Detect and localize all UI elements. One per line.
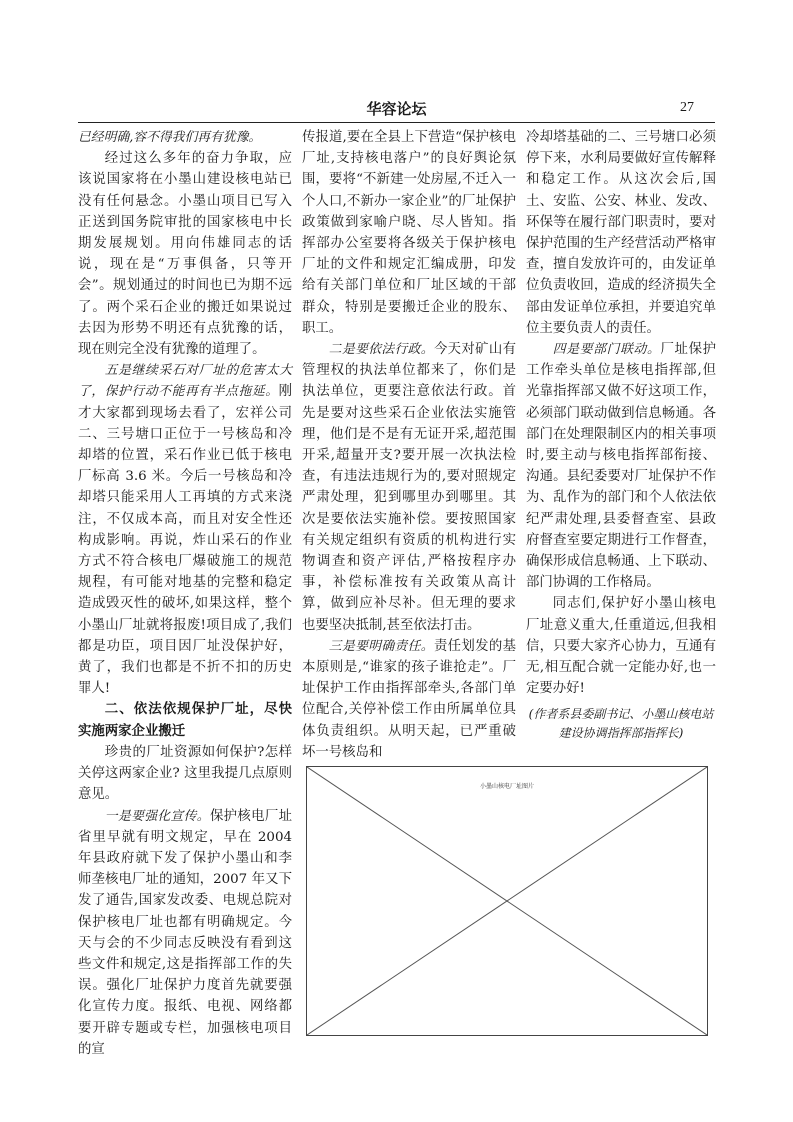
point-lead: 三是要明确责任。 [328,638,434,654]
paragraph [78,360,292,699]
column-3 [526,127,716,743]
image-placeholder [306,766,708,1036]
paragraph [526,339,716,593]
section-heading: 二、依法依规保护厂址，尽快实施两家企业搬迁 [78,702,292,739]
point-body: 保护核电厂址省里早就有明文规定，早在 2004 年县政府就下发了保护小墨山和李师垄核电厂址的通知，2007 年又下发了通告,国家发改委、电规总院对保护核电厂址也都有明确规定。今天与会的不少同志反映没有看到这些文件和规定,这是指挥部工作的失误。强化厂址保护力度首先就要强化宣传力度。报纸、电视、网络都要开辟专题或专栏，加强核电项目的宣 [78,808,293,1057]
point-lead: 一是要强化宣传。 [104,808,210,824]
placeholder-cross [307,767,707,1035]
journal-title: 华容论坛 [366,100,427,118]
paragraph: 传报道,要在全县上下营造“保护核电厂址,支持核电落户”的良好舆论氛围，要将“不新建一处房屋,不迁入一个人口,不新办一家企业”的厂址保护政策做到家喻户晓、尽人皆知。指挥部办公室要将各级关于保护核电厂址的文件和规定汇编成册，印发给有关部门单位和厂址区域的干部群众，特别是要搬迁企业的股东、职工。 [302,130,516,336]
paragraph: 已经明确,容不得我们再有犹豫。 [78,130,262,145]
paragraph: 经过这么多年的奋力争取，应该说国家将在小墨山建设核电站已没有任何悬念。小墨山项目已写入正送到国务院审批的国家核电中长期发展规划。用向伟雄同志的话说，现在是“万事俱备，只等开会”。规划通过的时间也已为期不远了。两个采石企业的搬迁如果说过去因为形势不明还有点犹豫的话，现在则完全没有犹豫的道理了。 [78,151,292,358]
point-body: 今天对矿山有管理权的执法单位都来了，你们是执法单位，更要注意依法行政。首先是要对这些采石企业依法实施管理，他们是不是有无证开采,超范围开采,超量开支?要开展一次执法检查，有违法违规行为的,要对照规定严肃处理，犯到哪里办到哪里。其次是要依法实施补偿。要按照国家有关规定组织有资质的机构进行实物调查和资产评估,严格按程序办事，补偿标准按有关政策从高计算，做到应补尽补。但无理的要求也要坚决抵制,甚至依法打击。 [302,342,517,633]
paragraph [302,636,516,763]
header-rule [78,122,715,123]
figure-caption: 小墨山核电厂址图片 [479,783,534,790]
point-body: 刚才大家都到现场去看了，宏祥公司二、三号塘口正位于一号核岛和冷却塔的位置，采石作业已低于核电厂标高 3.6 米。今后一号核岛和冷却塔只能采用人工再填的方式来浇注，不仅成本高，而且对安全性还构成影响。再说，炸山采石的作业方式不符合核电厂爆破施工的规范规程，有可能对地基的完整和稳定造成毁灭性的破坏,如果这样，整个小墨山厂址就将报废!项目成了,我们都是功臣，项目因厂址没保护好，黄了，我们也都是不折不扣的历史罪人! [78,384,292,697]
author-note-text: (作者系县委副书记、小墨山核电站建设协调指挥部指挥长) [528,707,714,741]
point-body: 厂址保护工作牵头单位是核电指挥部,但光靠指挥部又做不好这项工作，必须部门联动做到信息畅通。各部门在处理限制区内的相关事项时,要主动与核电指挥部衔接、沟通。县纪委要对厂址保护不作为、乱作为的部门和个人依法依纪严肃处理,县委督查室、县政府督查室要定期进行工作督查，确保形成信息畅通、上下联动、部门协调的工作格局。 [526,342,717,591]
point-lead: 四是要部门联动。 [552,342,661,358]
paragraph: 珍贵的厂址资源如何保护?怎样关停这两家企业? 这里我提几点原则意见。 [78,744,292,803]
column-2 [302,127,516,763]
author-note [526,705,716,743]
paragraph [302,339,516,636]
paragraph: 冷却塔基础的二、三号塘口必须停下来，水利局要做好宣传解释和稳定工作。从这次会后,国土、安监、公安、林业、发改、环保等在履行部门职责时，要对保护范围的生产经营活动严格审查，擅自发放许可的，由发证单位负责收回，造成的经济损失全部由发证单位承担，并要追究单位主要负责人的责任。 [526,130,716,336]
page-number: 27 [680,100,694,115]
point-body: 责任划发的基本原则是,“谁家的孩子谁抢走”。厂址保护工作由指挥部牵头,各部门单位配合,关停补偿工作由所属单位具体负责组织。从明天起，已严重破坏一号核岛和 [302,638,517,760]
paragraph: 同志们,保护好小墨山核电厂址意义重大,任重道远,但我相信，只要大家齐心协力，互通有无,相互配合就一定能办好,也一定要办好! [526,596,716,697]
point-lead: 二是要依法行政。 [328,342,434,358]
point-lead: 五是继续采石对厂址的危害太大了，保护行动不能再有半点拖延。 [78,363,292,400]
column-1 [78,127,292,1060]
paragraph [78,806,292,1060]
